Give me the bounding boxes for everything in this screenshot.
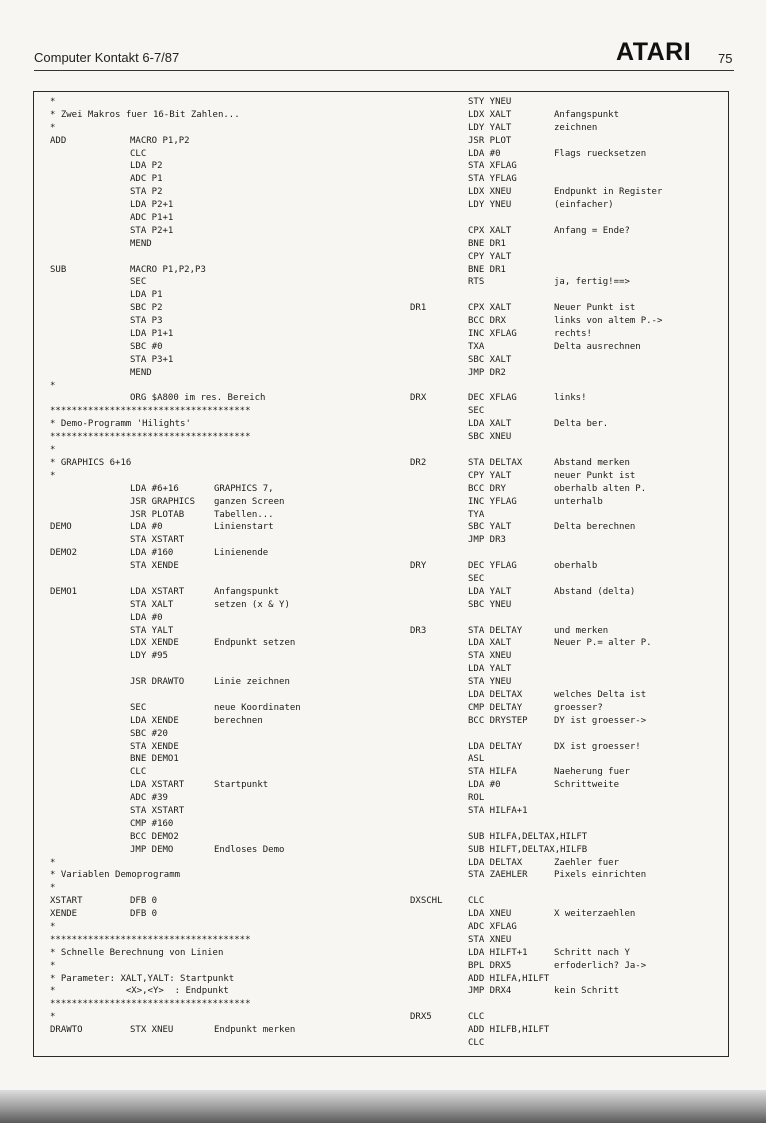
code-instruction: ADD HILFB,HILFT — [468, 1025, 550, 1036]
code-instruction: LDA XNEU — [468, 909, 512, 920]
code-instruction: LDA P2 — [130, 161, 163, 172]
code-instruction: CPX XALT — [468, 303, 512, 314]
code-instruction: MEND — [130, 367, 152, 378]
brand-title: ATARI — [616, 38, 692, 66]
code-remark: Linie zeichnen — [214, 677, 290, 688]
code-instruction: CLC — [130, 767, 147, 778]
code-remark: kein Schritt — [554, 986, 620, 997]
code-remark: ganzen Screen — [214, 496, 285, 507]
code-remark: zeichnen — [554, 122, 598, 133]
code-instruction: MEND — [130, 238, 152, 249]
code-label: XSTART — [50, 896, 83, 907]
code-remark: Abstand (delta) — [554, 586, 636, 597]
code-label: ADD — [50, 135, 67, 146]
code-instruction: INC YFLAG — [468, 496, 517, 507]
code-remark: oberhalb — [554, 561, 598, 572]
code-instruction: CPX XALT — [468, 225, 512, 236]
code-instruction: LDA #0 — [130, 522, 163, 533]
code-instruction: JMP DRX4 — [468, 986, 512, 997]
code-comment: * — [50, 922, 56, 932]
code-label: DRX — [410, 393, 427, 404]
code-instruction: ROL — [468, 793, 485, 804]
code-instruction: CPY YALT — [468, 470, 512, 481]
code-remark: Anfang = Ende? — [554, 225, 630, 236]
code-remark: Schritt nach Y — [554, 947, 630, 958]
code-instruction: STA P3+1 — [130, 354, 174, 365]
code-label: SUB — [50, 264, 67, 275]
code-instruction: JSR GRAPHICS — [130, 496, 196, 507]
code-instruction: BNE DR1 — [468, 238, 506, 249]
code-instruction: LDY #95 — [130, 651, 168, 662]
code-instruction: STA HILFA+1 — [468, 805, 528, 816]
code-instruction: STA P3 — [130, 316, 163, 327]
code-remark: Neuer P.= alter P. — [554, 638, 652, 649]
code-remark: neue Koordinaten — [214, 702, 301, 713]
code-instruction: ADC P1 — [130, 174, 163, 185]
code-remark: Abstand merken — [554, 457, 630, 468]
code-label: DEMO2 — [50, 548, 78, 559]
code-remark: X weiterzaehlen — [554, 909, 636, 920]
code-instruction: LDA P1+1 — [130, 329, 174, 340]
code-instruction: DFB 0 — [130, 896, 158, 907]
code-label: DR3 — [410, 625, 427, 636]
code-remark: ja, fertig!==> — [554, 277, 630, 288]
code-comment: ************************************* — [50, 934, 251, 945]
page-header — [34, 38, 734, 68]
code-instruction: LDY YNEU — [468, 200, 512, 211]
code-instruction: STA YFLAG — [468, 174, 517, 185]
code-remark: Anfangspunkt — [554, 109, 620, 120]
code-comment: * — [50, 380, 56, 391]
code-remark: DX ist groesser! — [554, 741, 641, 752]
code-instruction: STA DELTAY — [468, 625, 523, 636]
code-instruction: MACRO P1,P2 — [130, 135, 190, 146]
code-comment: * — [50, 960, 56, 971]
code-comment: * GRAPHICS 6+16 — [50, 457, 132, 468]
code-remark: DY ist groesser-> — [554, 715, 647, 726]
code-instruction: JSR DRAWTO — [130, 677, 185, 688]
code-remark: Delta berechnen — [554, 522, 636, 533]
code-comment: ************************************* — [50, 406, 251, 417]
code-remark: Endpunkt in Register — [554, 187, 663, 198]
code-instruction: STA XSTART — [130, 535, 185, 546]
code-instruction: SUB HILFA,DELTAX,HILFT — [468, 831, 588, 842]
code-comment: * Schnelle Berechnung von Linien — [50, 947, 224, 958]
code-instruction: CMP #160 — [130, 818, 174, 829]
code-instruction: SBC YALT — [468, 522, 512, 533]
code-instruction: ASL — [468, 754, 485, 765]
code-instruction: ADC #39 — [130, 793, 168, 804]
code-instruction: JMP DEMO — [130, 844, 174, 855]
code-instruction: STA XENDE — [130, 741, 179, 752]
code-instruction: LDA XSTART — [130, 780, 185, 791]
code-label: DEMO — [50, 522, 72, 533]
code-instruction: CLC — [468, 896, 485, 907]
code-instruction: STA HILFA — [468, 767, 517, 778]
code-remark: Pixels einrichten — [554, 870, 647, 881]
code-comment: * <X>,<Y> : Endpunkt — [50, 986, 229, 997]
code-instruction: SEC — [468, 573, 485, 584]
code-comment: * — [50, 883, 56, 894]
code-instruction: LDA #6+16 — [130, 483, 179, 494]
code-instruction: STA XALT — [130, 599, 174, 610]
code-instruction: LDA #0 — [130, 612, 163, 623]
code-instruction: JMP DR3 — [468, 535, 506, 546]
code-comment: * — [50, 445, 56, 456]
code-label: XENDE — [50, 909, 78, 920]
code-comment: ************************************* — [50, 432, 251, 443]
code-remark: welches Delta ist — [554, 689, 647, 700]
code-instruction: LDA DELTAX — [468, 689, 523, 700]
code-instruction: ADD HILFA,HILFT — [468, 973, 550, 984]
code-instruction: LDX XNEU — [468, 187, 512, 198]
code-instruction: BNE DEMO1 — [130, 754, 179, 765]
code-instruction: ADC P1+1 — [130, 213, 174, 224]
code-instruction: LDA #160 — [130, 548, 174, 559]
code-instruction: CMP DELTAY — [468, 702, 523, 713]
code-remark: Tabellen... — [214, 509, 274, 520]
code-instruction: STA ZAEHLER — [468, 870, 528, 881]
code-instruction: STA XENDE — [130, 561, 179, 572]
code-instruction: LDA XALT — [468, 638, 512, 649]
code-remark: Linienende — [214, 548, 269, 559]
code-remark: Delta ausrechnen — [554, 341, 641, 352]
code-instruction: SBC XNEU — [468, 432, 512, 443]
code-instruction: BNE DR1 — [468, 264, 506, 275]
code-instruction: RTS — [468, 277, 485, 288]
code-instruction: STA XFLAG — [468, 161, 517, 172]
code-remark: neuer Punkt ist — [554, 470, 636, 481]
code-instruction: LDA #0 — [468, 780, 501, 791]
code-instruction: ADC XFLAG — [468, 922, 517, 932]
code-label: DR1 — [410, 303, 427, 314]
code-instruction: SBC P2 — [130, 303, 163, 314]
code-comment: ************************************* — [50, 999, 251, 1010]
code-instruction: SBC #20 — [130, 728, 168, 739]
code-remark: erfoderlich? Ja-> — [554, 960, 647, 971]
code-comment: * Parameter: XALT,YALT: Startpunkt — [50, 973, 235, 984]
code-instruction: SBC #0 — [130, 341, 163, 352]
code-label: DRY — [410, 561, 427, 572]
code-remark: rechts! — [554, 329, 592, 340]
code-instruction: LDX XALT — [468, 109, 512, 120]
code-instruction: CPY YALT — [468, 251, 512, 262]
code-comment: * Demo-Programm 'Hilights' — [50, 419, 191, 430]
code-instruction: JMP DR2 — [468, 367, 506, 378]
code-instruction: CLC — [468, 1038, 485, 1049]
code-comment: * — [50, 122, 56, 133]
code-instruction: LDA P1 — [130, 290, 163, 301]
code-instruction: STA YALT — [130, 625, 174, 636]
code-instruction: BCC DRX — [468, 316, 506, 327]
code-remark: Anfangspunkt — [214, 586, 280, 597]
code-remark: Flags ruecksetzen — [554, 148, 647, 159]
code-instruction: JSR PLOTAB — [130, 509, 185, 520]
code-instruction: SUB HILFT,DELTAX,HILFB — [468, 844, 588, 855]
code-instruction: STX XNEU — [130, 1025, 174, 1036]
code-remark: setzen (x & Y) — [214, 599, 290, 610]
code-comment: * Variablen Demoprogramm — [50, 870, 181, 881]
code-remark: Delta ber. — [554, 419, 609, 430]
code-remark: Neuer Punkt ist — [554, 303, 636, 314]
code-instruction: SEC — [468, 406, 485, 417]
code-instruction: CLC — [130, 148, 147, 159]
code-remark: berechnen — [214, 715, 263, 726]
code-instruction: CLC — [468, 1012, 485, 1023]
code-instruction: MACRO P1,P2,P3 — [130, 264, 206, 275]
code-instruction: LDA DELTAY — [468, 741, 523, 752]
code-remark: Endpunkt merken — [214, 1025, 296, 1036]
code-instruction: INC XFLAG — [468, 329, 517, 340]
code-remark: Schrittweite — [554, 780, 620, 791]
code-label: DRX5 — [410, 1012, 432, 1023]
code-remark: und merken — [554, 625, 609, 636]
code-instruction: LDY YALT — [468, 122, 512, 133]
code-instruction: DEC XFLAG — [468, 393, 517, 404]
code-remark: Zaehler fuer — [554, 857, 620, 868]
code-label: DR2 — [410, 457, 427, 468]
scan-bottom-edge — [0, 1090, 766, 1123]
code-remark: Endpunkt setzen — [214, 638, 296, 649]
code-instruction: SEC — [130, 277, 147, 288]
code-instruction: DFB 0 — [130, 909, 158, 920]
code-instruction: STA YNEU — [468, 677, 512, 688]
code-instruction: STA XNEU — [468, 651, 512, 662]
code-label: DRAWTO — [50, 1025, 83, 1036]
code-instruction: LDA XALT — [468, 419, 512, 430]
code-label: DEMO1 — [50, 586, 78, 597]
code-remark: (einfacher) — [554, 200, 614, 211]
page-number: 75 — [718, 51, 733, 66]
code-instruction: STA P2+1 — [130, 225, 174, 236]
code-instruction: SBC YNEU — [468, 599, 512, 610]
code-instruction: SEC — [130, 702, 147, 713]
publication-title: Computer Kontakt 6-7/87 — [34, 50, 180, 65]
code-instruction: JSR PLOT — [468, 135, 512, 146]
code-remark: unterhalb — [554, 496, 603, 507]
code-instruction: BCC DEMO2 — [130, 831, 179, 842]
code-instruction: ORG $A800 im res. Bereich — [130, 393, 266, 404]
code-instruction: LDA DELTAX — [468, 857, 523, 868]
code-instruction: DEC YFLAG — [468, 561, 517, 572]
code-instruction: STA XNEU — [468, 934, 512, 945]
code-instruction: LDA XENDE — [130, 715, 179, 726]
code-instruction: LDA #0 — [468, 148, 501, 159]
code-instruction: BPL DRX5 — [468, 960, 512, 971]
code-instruction: SBC XALT — [468, 354, 512, 365]
code-instruction: BCC DRYSTEP — [468, 715, 528, 726]
code-instruction: STA DELTAX — [468, 457, 523, 468]
code-remark: links von altem P.-> — [554, 316, 663, 327]
code-instruction: LDA P2+1 — [130, 200, 174, 211]
code-instruction: LDA YALT — [468, 586, 512, 597]
code-instruction: LDA YALT — [468, 664, 512, 675]
code-remark: Naeherung fuer — [554, 767, 630, 778]
code-instruction: TXA — [468, 341, 485, 352]
code-remark: groesser? — [554, 702, 603, 713]
code-instruction: LDA HILFT+1 — [468, 947, 528, 958]
code-remark: GRAPHICS 7, — [214, 483, 274, 494]
code-comment: * — [50, 1012, 56, 1023]
header-rule — [34, 70, 734, 71]
code-instruction: BCC DRY — [468, 483, 506, 494]
code-remark: oberhalb alten P. — [554, 483, 647, 494]
code-instruction: STA P2 — [130, 187, 163, 198]
code-remark: Endloses Demo — [214, 844, 285, 855]
code-instruction: LDX XENDE — [130, 638, 179, 649]
code-comment: * Zwei Makros fuer 16-Bit Zahlen... — [50, 109, 240, 120]
code-remark: Linienstart — [214, 522, 274, 533]
code-instruction: LDA XSTART — [130, 586, 185, 597]
code-instruction: STA XSTART — [130, 805, 185, 816]
code-comment: * — [50, 470, 56, 481]
code-instruction: STY YNEU — [468, 97, 512, 107]
code-instruction: TYA — [468, 509, 485, 520]
code-comment: * — [50, 857, 56, 868]
code-remark: links! — [554, 393, 587, 404]
code-comment: * — [50, 97, 56, 107]
code-remark: Startpunkt — [214, 780, 269, 791]
code-label: DXSCHL — [410, 896, 443, 907]
